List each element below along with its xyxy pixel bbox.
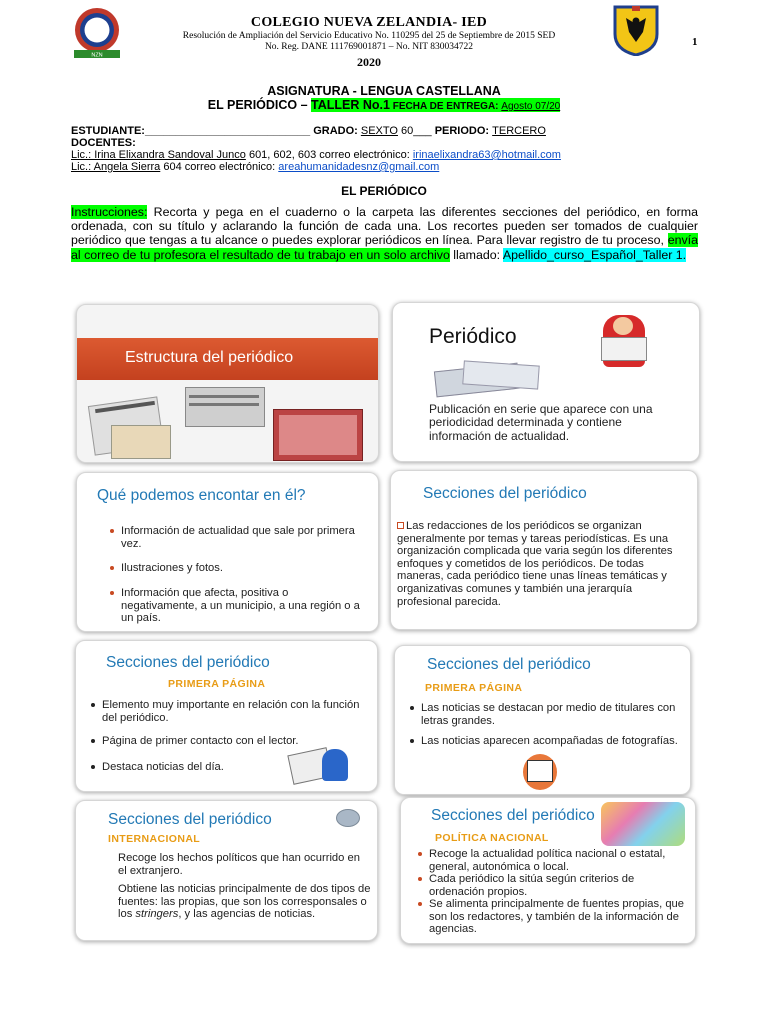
primera-pagina-b-item-2: Las noticias aparecen acompañadas de fotografías.: [409, 735, 683, 748]
internacional-p2-c: , y las agencias de noticias.: [178, 908, 316, 921]
secciones-intro-text: Las redacciones de los periódicos se organizan generalmente por temas y tareas periodísticas. Es una organización complicada que varia según los diferentes enfoques y cometidos de los periódicos. De todas maneras, cada periódico tiene unas líneas temáticas y organizativas comunes y también una jerarquía profesional parecida.: [397, 520, 673, 608]
secciones-intro-text-block: [397, 520, 689, 608]
instructions-filename: Apellido_curso_Español_Taller 1.: [502, 247, 687, 262]
primera-pagina-b-subtitle: PRIMERA PÁGINA: [425, 682, 523, 694]
internacional-paragraph-1: Recoge los hechos políticos que han ocurrido en el extranjero.: [118, 852, 360, 877]
periodico-title: Periódico: [429, 325, 517, 348]
primera-pagina-b-item-1: Las noticias se destacan por medio de titulares con letras grandes.: [409, 702, 683, 727]
instructions-label: Instrucciones:: [71, 205, 148, 219]
page-number: 1: [692, 36, 698, 48]
grade-value: SEXTO: [360, 125, 398, 137]
subject-title: ASIGNATURA - LENGUA CASTELLANA: [267, 84, 501, 98]
que-podemos-title: Qué podemos encontar en él?: [97, 487, 306, 504]
teacher-2-detail: 604 correo electrónico:: [160, 161, 279, 173]
slide-que-podemos: [76, 472, 379, 632]
slide-periodico: [392, 302, 700, 462]
teachers-label: DOCENTES:: [71, 137, 136, 149]
globe-icon: [336, 809, 360, 827]
workshop-highlight: [311, 98, 560, 112]
politica-nacional-title: Secciones del periódico: [431, 807, 595, 824]
bogota-crest: [612, 4, 660, 56]
politica-nacional-item-2: Cada periódico la sitúa según criterios de ordenación propios.: [417, 873, 689, 898]
slide-secciones-intro: [390, 470, 698, 630]
workshop-number: TALLER No.1: [311, 98, 390, 112]
que-podemos-item-1: Información de actualidad que sale por primera vez.: [109, 525, 364, 550]
workshop-prefix: EL PERIÓDICO –: [207, 98, 312, 112]
estructura-title: Estructura del periódico: [125, 349, 294, 366]
section-heading: EL PERIÓDICO: [341, 184, 427, 198]
slide-politica-nacional: [400, 797, 696, 944]
school-name: COLEGIO NUEVA ZELANDIA- IED: [250, 15, 488, 30]
slide-estructura: [76, 304, 379, 463]
primera-pagina-b-title: Secciones del periódico: [427, 656, 591, 673]
que-podemos-item-3: Información que afecta, positiva o negativamente, a un municipio, a una región o a un país.: [109, 587, 364, 625]
primera-pagina-a-item-3: Destaca noticias del día.: [90, 761, 290, 774]
slide-primera-pagina-a: [75, 640, 378, 792]
grade-label: GRADO:: [313, 125, 358, 137]
due-date-label: FECHA DE ENTREGA:: [389, 101, 502, 112]
slide-primera-pagina-b: [394, 645, 691, 795]
grade-number: 60___: [401, 125, 432, 137]
school-logo: [66, 6, 128, 60]
resolution-line-2: No. Reg. DANE 111769001871 – No. NIT 830034722: [264, 42, 474, 52]
teacher-1-name: Lic.: Irina Elixandra Sandoval Junco: [71, 149, 246, 161]
instructions-paragraph: [71, 205, 698, 262]
period-label: PERIODO:: [434, 125, 490, 137]
square-bullet-icon: [397, 522, 404, 529]
workshop-title: [0, 98, 768, 112]
internacional-p2-stringers: stringers: [135, 908, 179, 921]
teacher-2-email-link[interactable]: areahumanidadesnz@gmail.com: [278, 161, 440, 173]
primera-pagina-a-subtitle: PRIMERA PÁGINA: [168, 678, 266, 690]
slide-internacional: [75, 800, 378, 941]
school-year: 2020: [357, 55, 381, 69]
primera-pagina-a-title: Secciones del periódico: [106, 654, 270, 671]
resolution-line-1: Resolución de Ampliación del Servicio Educativo No. 110295 del 25 de Septiembre de 2015 SED: [182, 31, 556, 41]
que-podemos-item-2: Ilustraciones y fotos.: [109, 562, 364, 575]
instructions-text-1: Recorta y pega en el cuaderno o la carpeta las diferentes secciones del periódico, en forma ordenada, con su título y aclarando la función de cada una. Los recortes pueden ser tomados de cualquier periódico que tengas a tu alcance o puedes explorar periódicos en línea. Para llevar registro de tu proceso,: [71, 205, 698, 248]
teacher-2-row: [71, 161, 439, 174]
internacional-subtitle: INTERNACIONAL: [108, 833, 201, 845]
student-label: ESTUDIANTE:: [71, 125, 145, 137]
teacher-2-name: Lic.: Angela Sierra: [71, 161, 161, 173]
internacional-paragraph-2: [118, 883, 378, 921]
period-value: TERCERO: [492, 125, 546, 137]
secciones-intro-title: Secciones del periódico: [423, 485, 587, 502]
instructions-text-2: llamado:: [449, 247, 503, 262]
politica-nacional-subtitle: POLÍTICA NACIONAL: [435, 832, 549, 844]
student-row: [71, 125, 546, 138]
teacher-1-detail: 601, 602, 603 correo electrónico:: [245, 149, 413, 161]
student-name-blank: ___________________________: [144, 125, 311, 137]
primera-pagina-a-item-2: Página de primer contacto con el lector.: [90, 735, 372, 748]
internacional-p2-a: Obtiene las noticias principalmente de dos tipos de fuentes: las propias, que son los corresponsales o los: [118, 883, 371, 921]
periodico-definition: Publicación en serie que aparece con una periodicidad determinada y contiene información de actualidad.: [429, 402, 653, 443]
primera-pagina-a-item-1: Elemento muy importante en relación con la función del periódico.: [90, 699, 372, 724]
estructura-title-bar: [77, 338, 379, 380]
internacional-title: Secciones del periódico: [108, 811, 272, 828]
politica-nacional-item-3: Se alimenta principalmente de fuentes propias, que son los redactores, y también de la información de agencias.: [417, 898, 689, 936]
teacher-1-email-link[interactable]: irinaelixandra63@hotmail.com: [412, 149, 561, 161]
school-logo-caption: NZN: [91, 52, 103, 59]
instructions-highlight: envía al correo de tu profesora el resultado de tu trabajo en un solo archivo: [71, 233, 698, 262]
politica-nacional-item-1: Recoge la actualidad política nacional o estatal, general, autonómica o local.: [417, 848, 689, 873]
due-date: Agosto 07/20: [501, 101, 561, 112]
